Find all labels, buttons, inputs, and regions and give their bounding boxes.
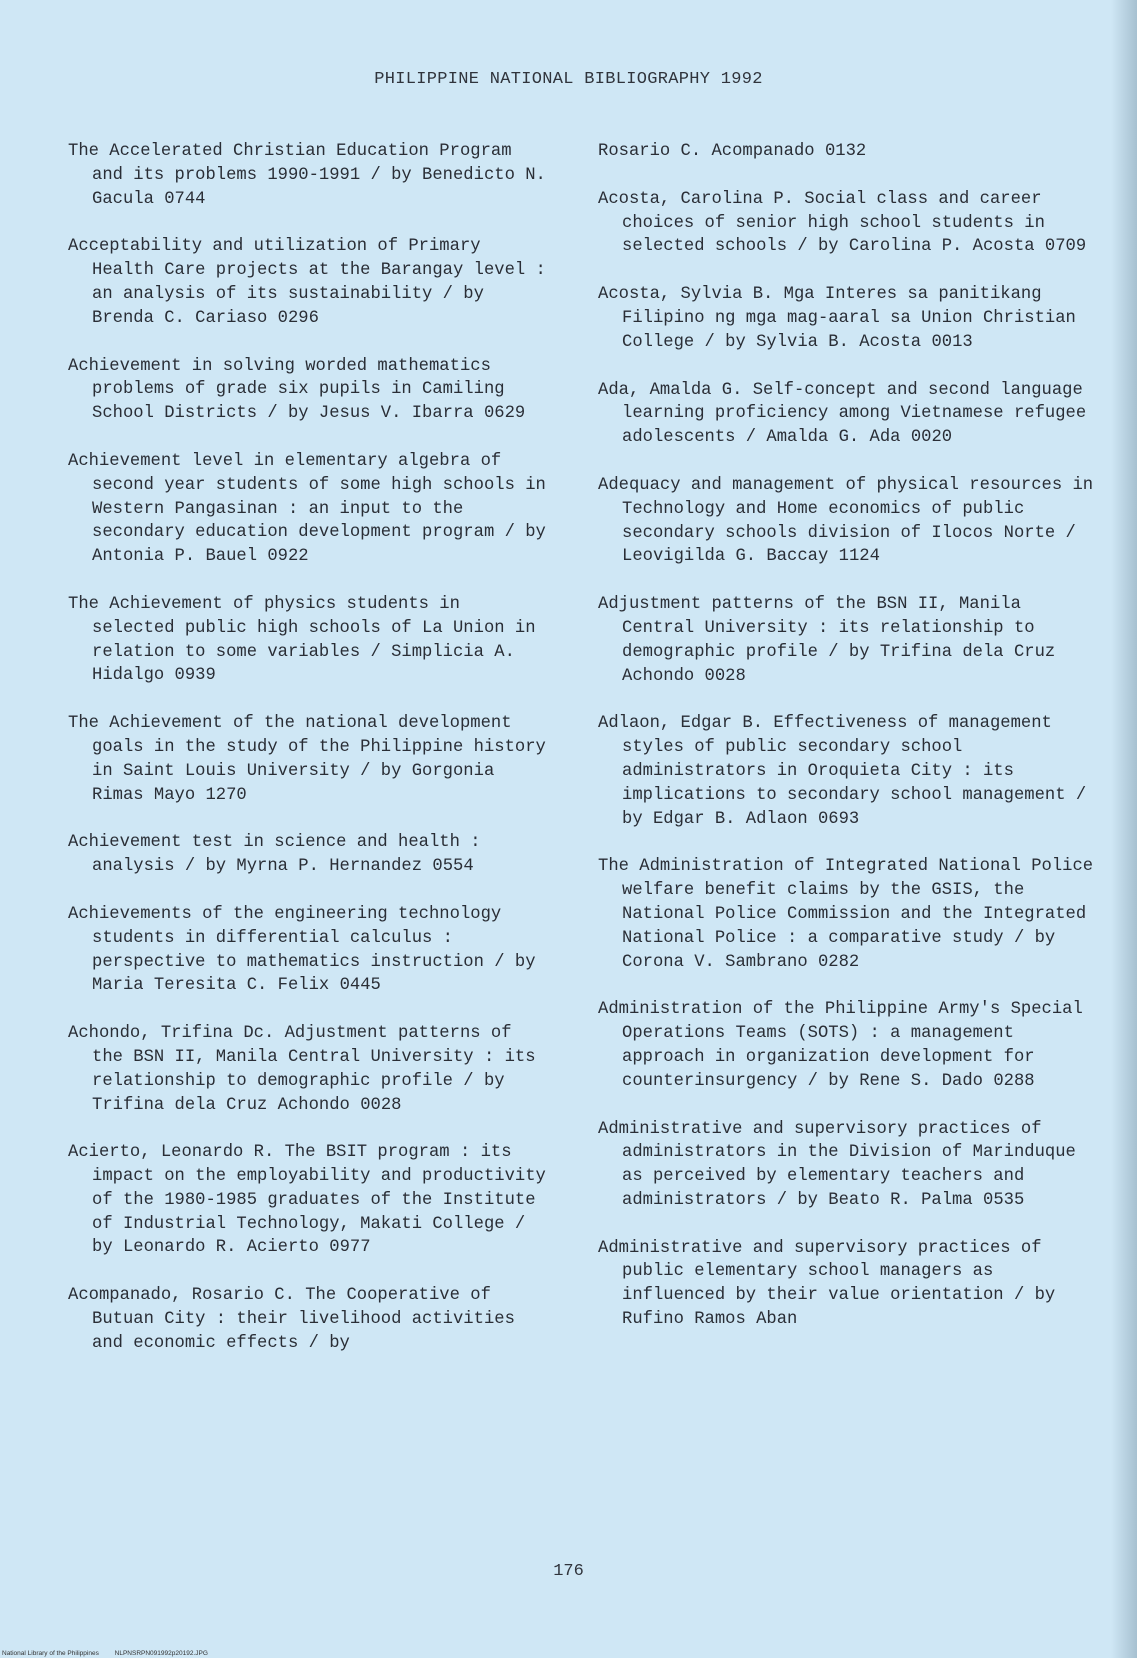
entry-text: Administrative and supervisory practices of administrators in the Division of Marinduque as perceived by elementary teachers and administrators / by Beato R. Palma bbox=[598, 1119, 1076, 1210]
bibliography-entry bbox=[598, 712, 1098, 831]
right-column bbox=[598, 140, 1098, 1356]
entry-text: Achievements of the engineering technology students in differential calculus : perspective to mathematics instruction / by Maria Teresita C. Felix bbox=[68, 904, 536, 996]
entry-number: 0288 bbox=[993, 1071, 1035, 1091]
bibliography-entry bbox=[598, 283, 1098, 354]
bibliography-entry bbox=[598, 998, 1098, 1093]
left-column bbox=[68, 140, 548, 1380]
footer-library: National Library of the Philippines bbox=[2, 1650, 99, 1657]
entry-number: 0939 bbox=[174, 666, 216, 686]
bibliography-entry bbox=[68, 1022, 548, 1117]
bibliography-entry bbox=[68, 450, 548, 569]
entry-number: 0693 bbox=[817, 809, 860, 829]
entry-text: Adlaon, Edgar B. Effectiveness of management styles of public secondary school administrators in Oroquieta City : its implications to secondary school management / by Edgar B. Adlaon bbox=[598, 714, 1087, 829]
entry-number: 0445 bbox=[339, 976, 381, 996]
bibliography-entry bbox=[68, 903, 548, 998]
entry-number: 0013 bbox=[931, 332, 973, 352]
entry-number: 0554 bbox=[432, 857, 474, 877]
entry-text: Adjustment patterns of the BSN II, Manila Central University : its relationship to demographic profile / by Trifina dela Cruz Achondo bbox=[598, 595, 1056, 686]
entry-number: 0709 bbox=[1044, 237, 1087, 257]
page-number: 176 bbox=[553, 1562, 584, 1581]
entry-number: 1124 bbox=[838, 547, 880, 567]
bibliography-entry bbox=[68, 1141, 548, 1260]
entry-text: The Achievement of the national development goals in the study of the Philippine history in Saint Louis University / by Gorgonia Rimas Mayo bbox=[68, 714, 546, 805]
bibliography-entry bbox=[598, 1237, 1098, 1332]
footer-file: NLPNSRPN091992p20192.JPG bbox=[114, 1650, 208, 1657]
entry-number: 0922 bbox=[267, 547, 309, 567]
bibliography-entry bbox=[68, 140, 548, 211]
entry-number: 1270 bbox=[205, 785, 247, 805]
entry-text: Achievement level in elementary algebra of second year students of some high schools in Western Pangasinan : an input to the secondary education development program / by Antonia P. Bauel bbox=[68, 451, 546, 567]
entry-text: Acierto, Leonardo R. The BSIT program : its impact on the employability and productivity of the 1980-1985 graduates of the Institute of Industrial Technology, Makati College / by Leonardo R. Acierto bbox=[68, 1143, 546, 1258]
entry-number: 0282 bbox=[817, 952, 860, 972]
entry-text: Rosario C. Acompanado bbox=[598, 142, 815, 161]
entry-text: Achievement test in science and health : analysis / by Myrna P. Hernandez bbox=[68, 833, 481, 877]
entry-text: Ada, Amalda G. Self-concept and second language learning proficiency among Vietnamese refugee adolescents / Amalda G. Ada bbox=[598, 380, 1087, 448]
footer bbox=[2, 1650, 222, 1657]
bibliography-entry bbox=[68, 1284, 548, 1355]
entry-text: Achievement in solving worded mathematics problems of grade six pupils in Camiling School Districts / by Jesus V. Ibarra bbox=[68, 356, 505, 424]
entry-text: The Accelerated Christian Education Program and its problems 1990-1991 / by Benedicto N. Gacula bbox=[68, 142, 546, 209]
entry-text: Acceptability and utilization of Primary Health Care projects at the Barangay level : an analysis of its sustainability / by Brenda C. Cariaso bbox=[68, 237, 546, 328]
entry-number: 0028 bbox=[360, 1095, 402, 1115]
entry-text: The Administration of Integrated National Police welfare benefit claims by the GSIS, the National Police Commission and the Integrated National Police : a comparative study / by Corona V. Sambrano bbox=[598, 857, 1094, 972]
bibliography-entry bbox=[68, 712, 548, 807]
bibliography-entry bbox=[598, 1118, 1098, 1213]
entry-text: The Achievement of physics students in selected public high schools of La Union in relation to some variables / Simplicia A. Hidalgo bbox=[68, 594, 536, 686]
entry-number: 0977 bbox=[329, 1238, 371, 1258]
bibliography-entry bbox=[598, 855, 1098, 974]
entry-number: 0132 bbox=[824, 142, 867, 161]
bibliography-entry bbox=[598, 474, 1098, 569]
bibliography-entry bbox=[68, 235, 548, 330]
entry-number: 0020 bbox=[910, 428, 953, 448]
entry-text: Acosta, Carolina P. Social class and career choices of senior high school students in selected schools / by Carolina P. Acosta bbox=[598, 189, 1045, 257]
bibliography-entry bbox=[598, 379, 1098, 450]
entry-text: Adequacy and management of physical resources in Technology and Home economics of public secondary schools division of Ilocos Norte / Leovigilda G. Baccay bbox=[598, 475, 1094, 567]
page-title: PHILIPPINE NATIONAL BIBLIOGRAPHY 1992 bbox=[374, 70, 763, 89]
entry-text: Achondo, Trifina Dc. Adjustment patterns of the BSN II, Manila Central University : its relationship to demographic profile / by Trifina dela Cruz Achondo bbox=[68, 1024, 536, 1115]
entry-number: 0296 bbox=[277, 308, 319, 328]
entry-number: 0744 bbox=[164, 189, 206, 209]
entry-text: Administrative and supervisory practices of public elementary school managers as influenced by their value orientation / by Rufino Ramos Aban bbox=[598, 1238, 1056, 1330]
entry-number: 0028 bbox=[704, 666, 746, 686]
entry-number: 0629 bbox=[483, 404, 526, 424]
entry-text: Acompanado, Rosario C. The Cooperative of Butuan City : their livelihood activities and economic effects / by bbox=[68, 1286, 515, 1353]
bibliography-entry bbox=[68, 593, 548, 688]
entry-text: Administration of the Philippine Army's Special Operations Teams (SOTS) : a management approach in organization development for counterinsurgency / by Rene S. Dado bbox=[598, 1000, 1083, 1091]
bibliography-entry bbox=[598, 140, 1098, 164]
bibliography-entry bbox=[598, 188, 1098, 259]
entry-number: 0535 bbox=[983, 1190, 1025, 1210]
page-edge-shadow bbox=[1111, 0, 1137, 1658]
bibliography-entry bbox=[68, 355, 548, 426]
entry-text: Acosta, Sylvia B. Mga Interes sa panitikang Filipino ng mga mag-aaral sa Union Christian College / by Sylvia B. Acosta bbox=[598, 285, 1076, 352]
bibliography-entry bbox=[598, 593, 1098, 688]
bibliography-entry bbox=[68, 831, 548, 879]
